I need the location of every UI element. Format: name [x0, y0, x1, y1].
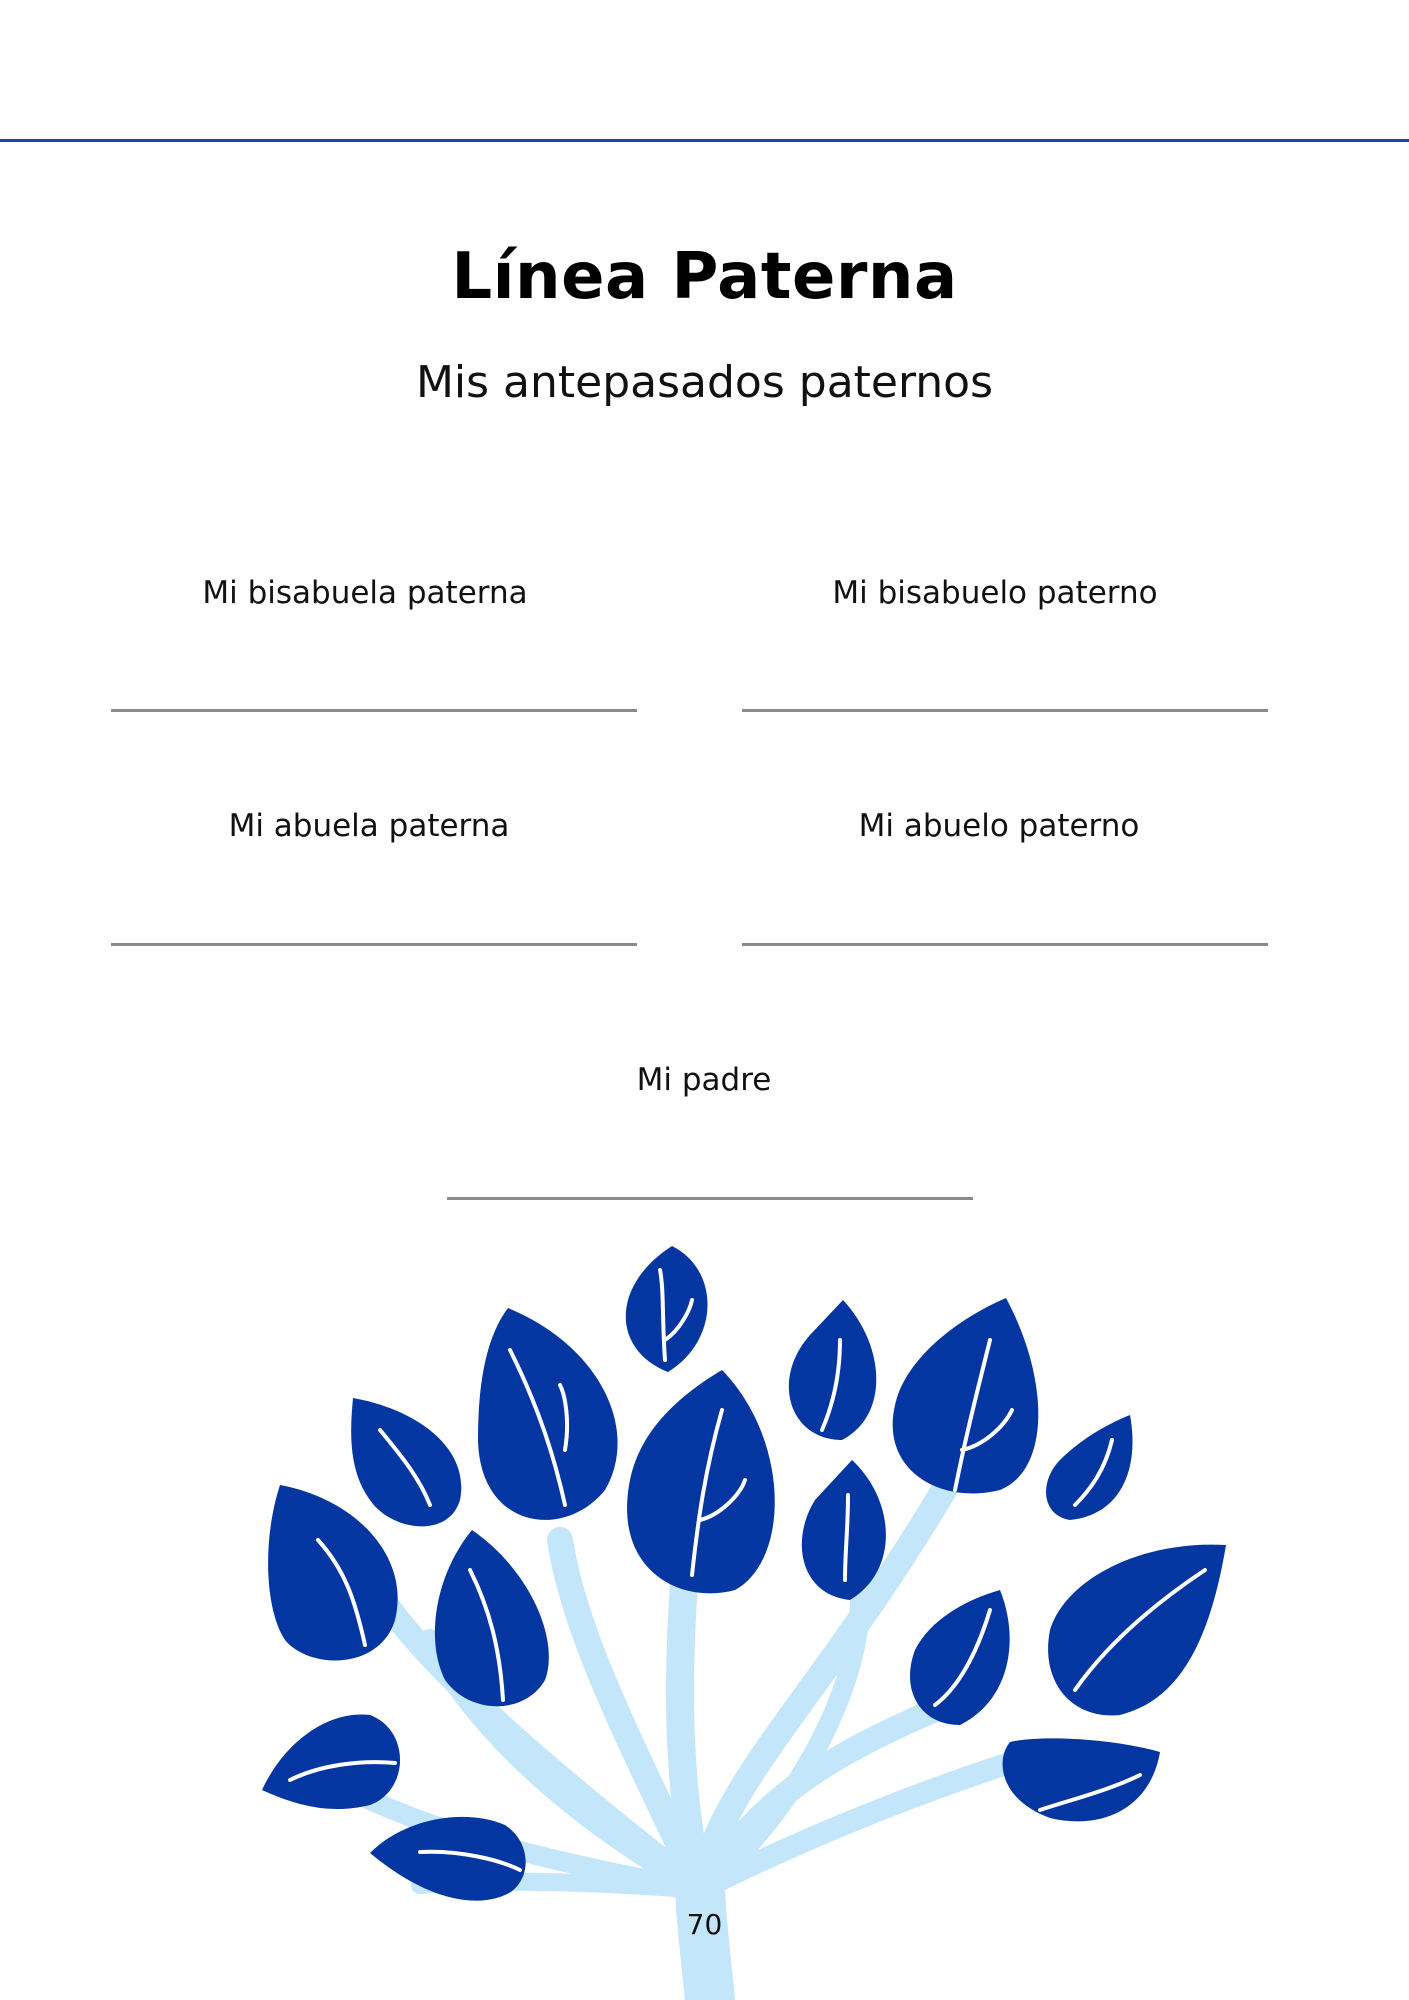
great-grandmother-label: Mi bisabuela paterna	[202, 575, 528, 611]
header-rule	[0, 139, 1409, 142]
leaf-icon-15	[370, 1817, 526, 1901]
great-grandmother-line[interactable]	[111, 709, 637, 712]
great-grandfather-line[interactable]	[742, 709, 1268, 712]
leaf-icon-3	[627, 1370, 775, 1593]
father-label: Mi padre	[636, 1062, 772, 1098]
leaf-icon-11	[910, 1590, 1010, 1725]
leaf-icon-10	[435, 1530, 549, 1706]
leaf-icon-5	[893, 1298, 1039, 1493]
page-title: Línea Paterna	[451, 240, 958, 314]
grandfather-line[interactable]	[742, 943, 1268, 946]
tree-illustration	[0, 1220, 1409, 2000]
leaf-icon-9	[268, 1485, 398, 1660]
leaf-icon-4	[789, 1300, 876, 1440]
grandfather-label: Mi abuelo paterno	[858, 808, 1140, 844]
leaf-icon-1	[626, 1246, 708, 1372]
grandmother-label: Mi abuela paterna	[228, 808, 510, 844]
leaf-icon-14	[1003, 1738, 1160, 1821]
leaf-icon-2	[478, 1308, 618, 1520]
page-number: 70	[686, 1908, 723, 1941]
page-subtitle: Mis antepasados paternos	[415, 357, 994, 408]
grandmother-line[interactable]	[111, 943, 637, 946]
leaf-icon-7	[1046, 1415, 1132, 1520]
father-line[interactable]	[447, 1197, 973, 1200]
great-grandfather-label: Mi bisabuelo paterno	[832, 575, 1158, 611]
